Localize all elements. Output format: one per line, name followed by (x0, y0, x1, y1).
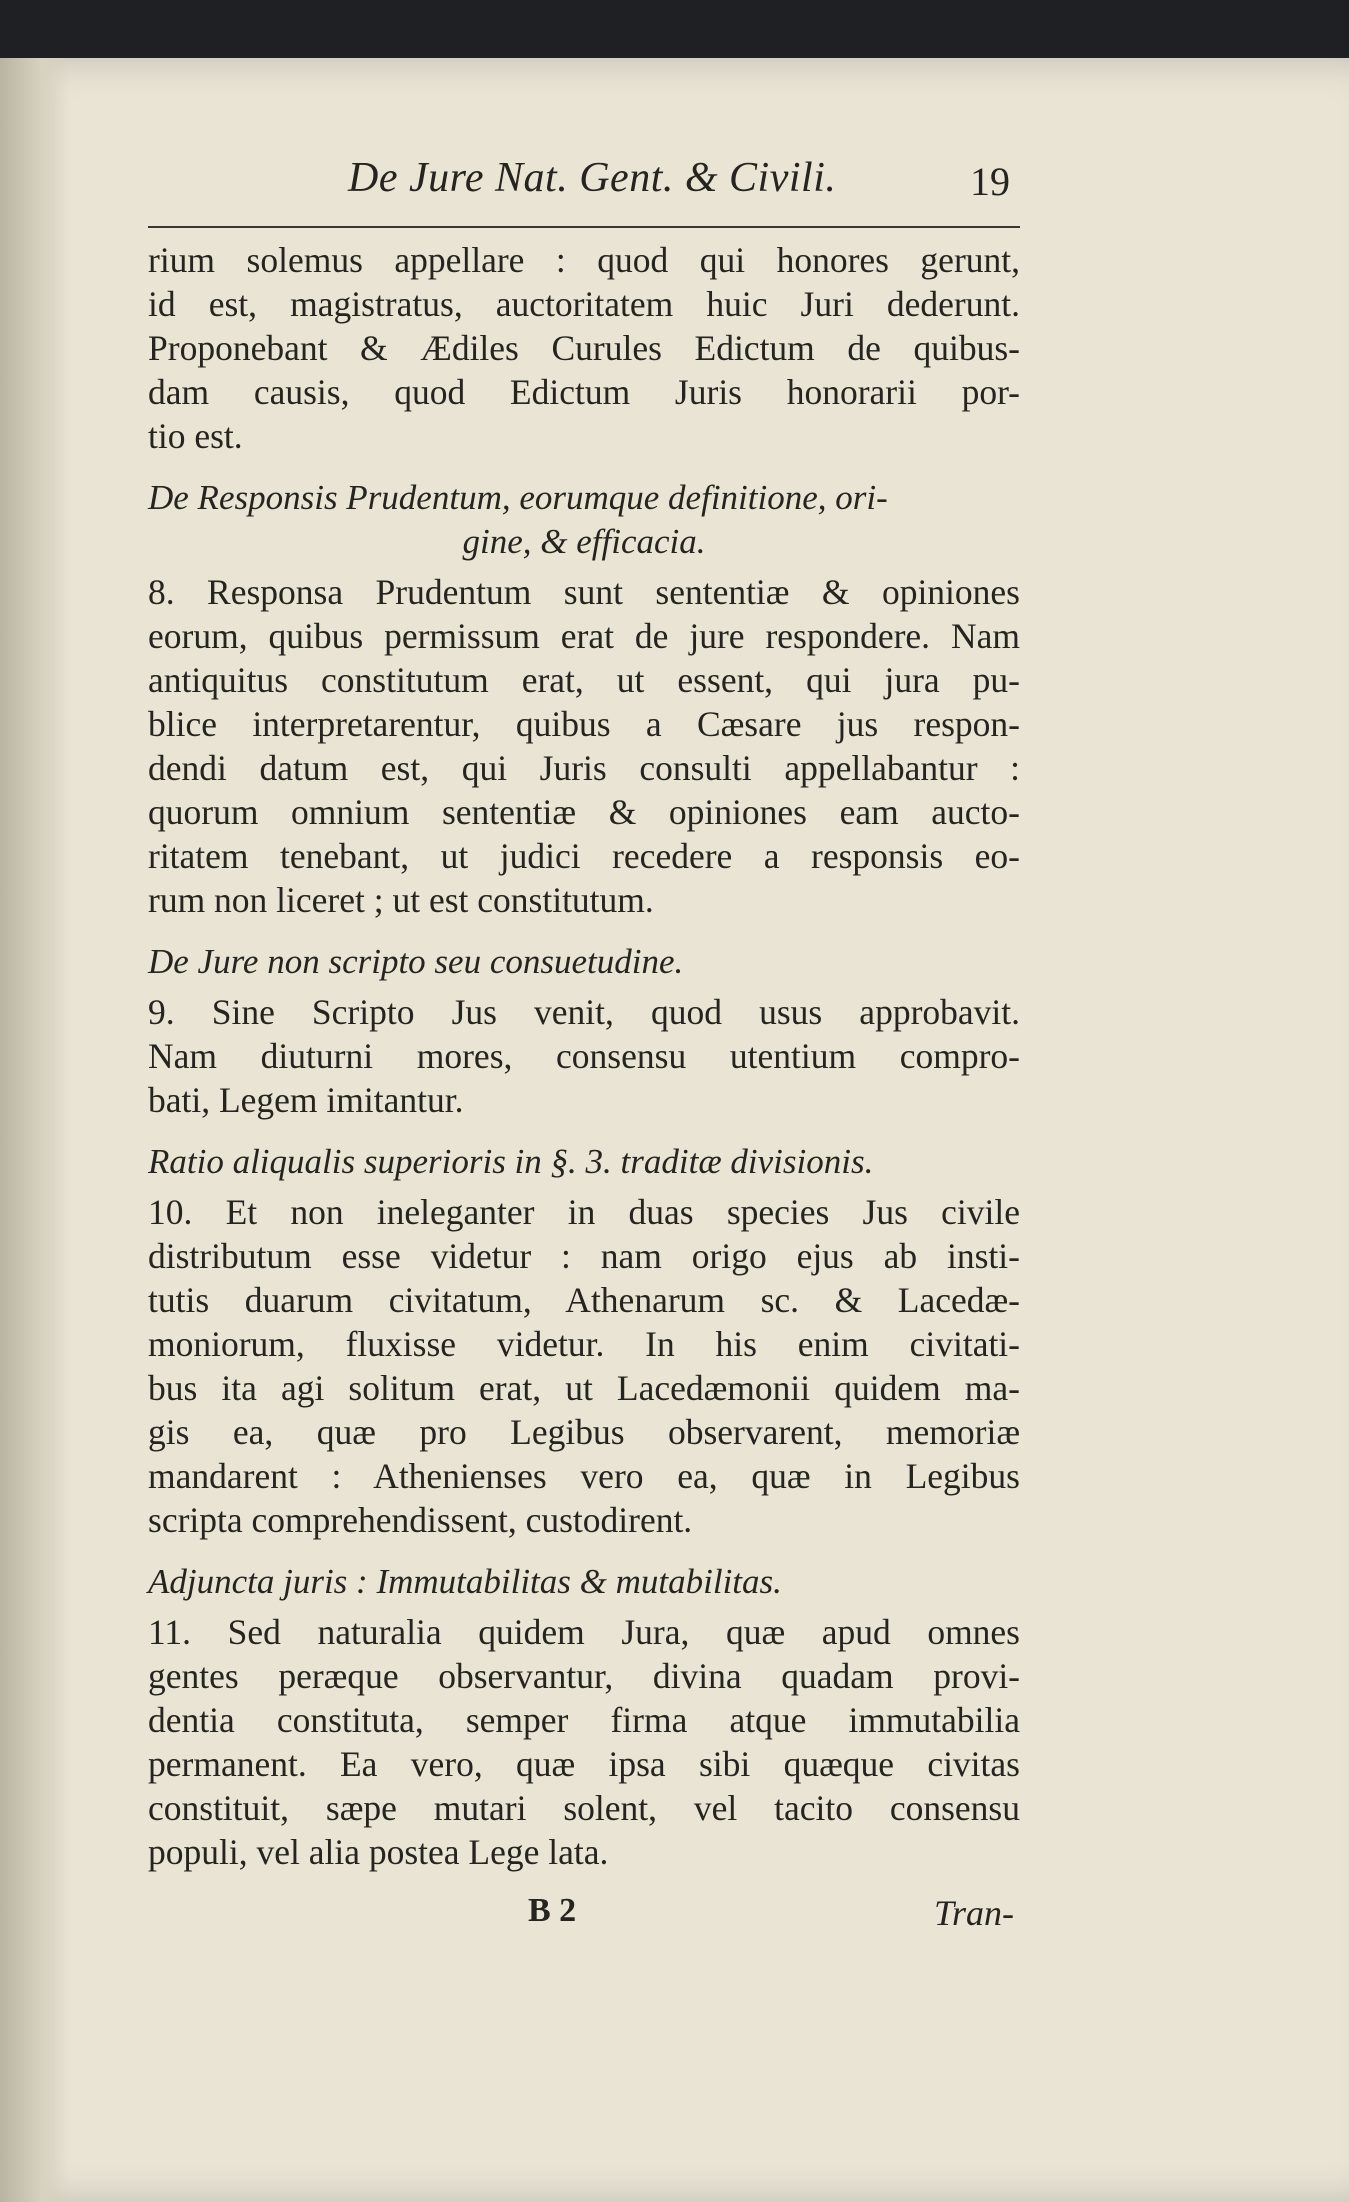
page-header (148, 150, 1020, 206)
text-line: bati, Legem imitantur. (148, 1080, 464, 1120)
section-heading (148, 940, 1020, 984)
running-head: De Jure Nat. Gent. & Civili. (348, 155, 837, 201)
text-line: gis ea, quæ pro Legibus observarent, memoriæ (148, 1412, 1020, 1452)
text-line: gentes peræque observantur, divina quadam provi- (148, 1656, 1020, 1696)
text-line: tio est. (148, 416, 243, 456)
text-line: 9. Sine Scripto Jus venit, quod usus approbavit. (148, 992, 1020, 1032)
text-line: distributum esse videtur : nam origo ejus ab insti- (148, 1236, 1020, 1276)
text-line: De Responsis Prudentum, eorumque definitione, ori- (148, 478, 888, 517)
page-number: 19 (970, 159, 1010, 204)
text-line: scripta comprehendissent, custodirent. (148, 1500, 693, 1540)
text-line: Proponebant & Ædiles Curules Edictum de quibus- (148, 328, 1020, 368)
text-line: 11. Sed naturalia quidem Jura, quæ apud omnes (148, 1612, 1020, 1652)
page-footer (148, 1888, 1020, 1948)
text-line: blice interpretarentur, quibus a Cæsare jus respon- (148, 704, 1020, 744)
text-line: dendi datum est, qui Juris consulti appellabantur : (148, 748, 1020, 788)
text-line: moniorum, fluxisse videtur. In his enim civitati- (148, 1324, 1020, 1364)
paragraph (148, 1190, 1020, 1542)
header-rule (148, 226, 1020, 228)
text-line: quorum omnium sententiæ & opiniones eam aucto- (148, 792, 1020, 832)
paragraph (148, 238, 1020, 458)
text-line: Adjuncta juris : Immutabilitas & mutabilitas. (148, 1562, 782, 1601)
text-line: permanent. Ea vero, quæ ipsa sibi quæque civitas (148, 1744, 1020, 1784)
page-content (148, 150, 1020, 1948)
section-heading (148, 1140, 1020, 1184)
paragraph (148, 1610, 1020, 1874)
paragraph (148, 990, 1020, 1122)
section-heading (148, 476, 1020, 564)
text-line: mandarent : Athenienses vero ea, quæ in Legibus (148, 1456, 1020, 1496)
section-heading (148, 1560, 1020, 1604)
paragraph (148, 570, 1020, 922)
text-line: Nam diuturni mores, consensu utentium compro- (148, 1036, 1020, 1076)
text-line: tutis duarum civitatum, Athenarum sc. & Lacedæ- (148, 1280, 1020, 1320)
text-line: populi, vel alia postea Lege lata. (148, 1832, 609, 1872)
signature-mark: B 2 (528, 1892, 577, 1929)
text-line: dam causis, quod Edictum Juris honorarii por- (148, 372, 1020, 412)
text-line: rum non liceret ; ut est constitutum. (148, 880, 654, 920)
text-line: dentia constituta, semper firma atque immutabilia (148, 1700, 1020, 1740)
text-line: 10. Et non ineleganter in duas species Jus civile (148, 1192, 1020, 1232)
text-line: bus ita agi solitum erat, ut Lacedæmonii quidem ma- (148, 1368, 1020, 1408)
text-line: 8. Responsa Prudentum sunt sententiæ & opiniones (148, 572, 1020, 612)
text-line: gine, & efficacia. (462, 522, 706, 561)
text-line: id est, magistratus, auctoritatem huic Juri dederunt. (148, 284, 1020, 324)
catchword: Tran- (933, 1893, 1014, 1933)
text-line: De Jure non scripto seu consuetudine. (148, 942, 684, 981)
body-text (148, 238, 1020, 1874)
text-line: constituit, sæpe mutari solent, vel tacito consensu (148, 1788, 1020, 1828)
text-line: ritatem tenebant, ut judici recedere a responsis eo- (148, 836, 1020, 876)
text-line: rium solemus appellare : quod qui honores gerunt, (148, 240, 1020, 280)
page-gutter-shadow (0, 58, 70, 2202)
text-line: Ratio aliqualis superioris in §. 3. traditæ divisionis. (148, 1142, 874, 1181)
text-line: antiquitus constitutum erat, ut essent, qui jura pu- (148, 660, 1020, 700)
text-line: eorum, quibus permissum erat de jure respondere. Nam (148, 616, 1020, 656)
